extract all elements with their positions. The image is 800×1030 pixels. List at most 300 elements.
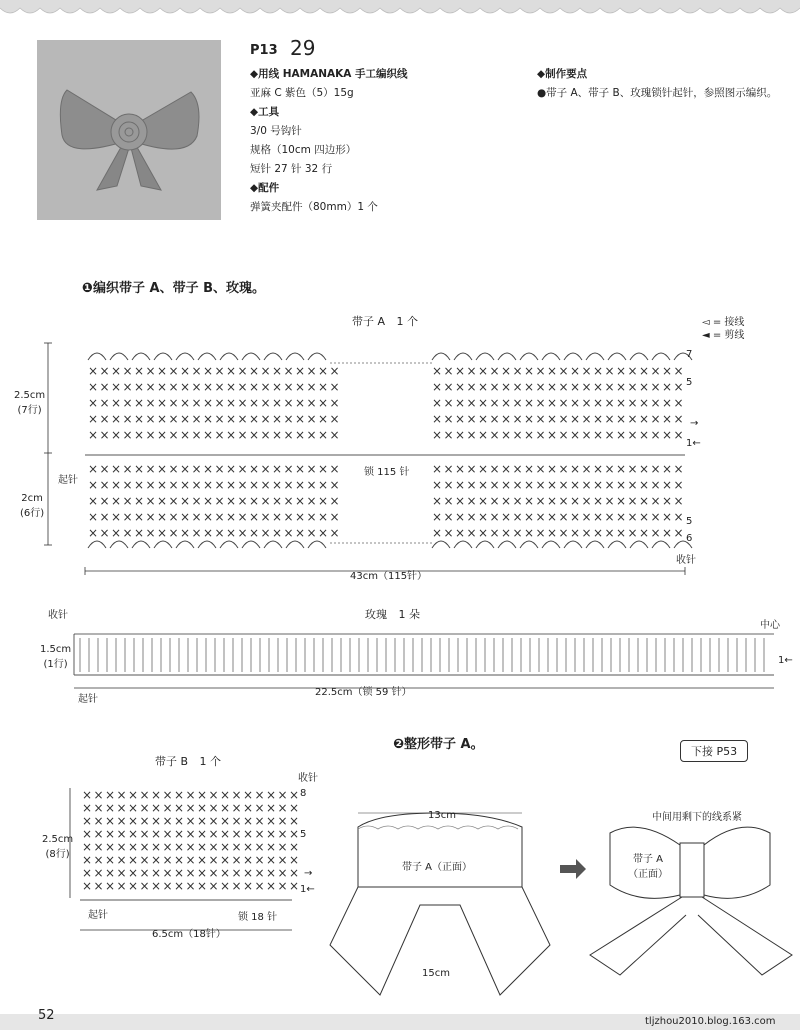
- sc-stitch: ×: [168, 396, 179, 410]
- sc-stitch: ×: [432, 478, 443, 492]
- sc-stitch: ×: [295, 526, 306, 540]
- rose-width: 22.5cm（锁 59 针）: [315, 687, 412, 698]
- shell-stitch: [520, 541, 538, 548]
- sc-stitch: ×: [174, 814, 185, 828]
- sc-stitch: ×: [145, 364, 156, 378]
- rose-name: 玫瑰: [365, 608, 387, 621]
- sc-stitch: ×: [650, 526, 661, 540]
- bow-label-group: [628, 850, 668, 880]
- sc-stitch: ×: [105, 866, 116, 880]
- sc-stitch: ×: [111, 364, 122, 378]
- shell-stitch: [88, 541, 106, 548]
- sc-stitch: ×: [581, 364, 592, 378]
- shell-stitch: [88, 353, 106, 360]
- sc-stitch: ×: [220, 853, 231, 867]
- sc-stitch: ×: [289, 879, 300, 893]
- sc-stitch: ×: [570, 364, 581, 378]
- sc-stitch: ×: [249, 510, 260, 524]
- sc-stitch: ×: [162, 801, 173, 815]
- sc-stitch: ×: [128, 801, 139, 815]
- sc-stitch: ×: [306, 364, 317, 378]
- sc-stitch: ×: [151, 814, 162, 828]
- sc-stitch: ×: [283, 462, 294, 476]
- sc-stitch: ×: [466, 478, 477, 492]
- sc-stitch: ×: [231, 827, 242, 841]
- sc-stitch: ×: [168, 380, 179, 394]
- strapB-rows: (8行): [45, 849, 70, 860]
- sc-stitch: ×: [122, 478, 133, 492]
- sc-stitch: ×: [306, 428, 317, 442]
- shell-stitch: [542, 353, 560, 360]
- sc-stitch: ×: [145, 494, 156, 508]
- sc-stitch: ×: [237, 510, 248, 524]
- bow-label-1: 带子 A: [632, 854, 664, 865]
- sc-stitch: ×: [295, 494, 306, 508]
- shell-stitch: [476, 353, 494, 360]
- sc-stitch: ×: [122, 462, 133, 476]
- sc-stitch: ×: [151, 840, 162, 854]
- sc-stitch: ×: [535, 412, 546, 426]
- strapA-title: [352, 313, 418, 329]
- section1-heading: [82, 277, 265, 296]
- sc-stitch: ×: [673, 494, 684, 508]
- sc-stitch: ×: [220, 827, 231, 841]
- sc-stitch: ×: [180, 428, 191, 442]
- sc-stitch: ×: [174, 879, 185, 893]
- sc-stitch: ×: [524, 412, 535, 426]
- sc-stitch: ×: [151, 801, 162, 815]
- sc-stitch: ×: [82, 827, 93, 841]
- sc-stitch: ×: [128, 827, 139, 841]
- sc-stitch: ×: [208, 801, 219, 815]
- sc-stitch: ×: [226, 526, 237, 540]
- sc-stitch: ×: [662, 526, 673, 540]
- sc-stitch: ×: [185, 879, 196, 893]
- sc-stitch: ×: [157, 364, 168, 378]
- sc-stitch: ×: [616, 364, 627, 378]
- sc-stitch: ×: [318, 364, 329, 378]
- strapB-end: 收针: [298, 773, 318, 784]
- sc-stitch: ×: [318, 462, 329, 476]
- sc-stitch: ×: [329, 380, 340, 394]
- sc-stitch: ×: [99, 478, 110, 492]
- sc-stitch: ×: [306, 478, 317, 492]
- sc-stitch: ×: [111, 396, 122, 410]
- strapB-row-arrow: →: [304, 868, 313, 879]
- sc-stitch: ×: [237, 494, 248, 508]
- sc-stitch: ×: [82, 840, 93, 854]
- sc-stitch: ×: [604, 494, 615, 508]
- sc-stitch: ×: [116, 814, 127, 828]
- shell-stitch: [652, 541, 670, 548]
- strapA-legend-join: ◅ = 接线: [702, 317, 745, 328]
- strapB-title: [155, 753, 221, 769]
- lace-border: [0, 0, 800, 22]
- sc-stitch: ×: [604, 462, 615, 476]
- sc-stitch: ×: [168, 428, 179, 442]
- shell-stitch: [110, 541, 128, 548]
- sc-stitch: ×: [466, 396, 477, 410]
- sc-stitch: ×: [524, 462, 535, 476]
- sc-stitch: ×: [93, 814, 104, 828]
- sc-stitch: ×: [180, 494, 191, 508]
- sc-stitch: ×: [329, 494, 340, 508]
- section2-title: 整形带子 A。: [404, 737, 484, 752]
- sc-stitch: ×: [82, 814, 93, 828]
- sc-stitch: ×: [593, 380, 604, 394]
- shaping-tie-note: 中间用剩下的线系紧: [652, 812, 742, 823]
- sc-stitch: ×: [191, 364, 202, 378]
- sc-stitch: ×: [443, 364, 454, 378]
- shell-stitch: [432, 541, 450, 548]
- sc-stitch: ×: [145, 428, 156, 442]
- sc-stitch: ×: [512, 380, 523, 394]
- sc-stitch: ×: [128, 879, 139, 893]
- sc-stitch: ×: [226, 478, 237, 492]
- sc-stitch: ×: [478, 412, 489, 426]
- sc-stitch: ×: [272, 412, 283, 426]
- sc-stitch: ×: [329, 412, 340, 426]
- sc-stitch: ×: [455, 428, 466, 442]
- sc-stitch: ×: [145, 478, 156, 492]
- sc-stitch: ×: [277, 788, 288, 802]
- shell-stitch: [286, 541, 304, 548]
- sc-stitch: ×: [512, 478, 523, 492]
- sc-stitch: ×: [501, 380, 512, 394]
- sc-stitch: ×: [593, 462, 604, 476]
- sc-stitch: ×: [283, 478, 294, 492]
- bow-label-2: （正面）: [628, 869, 668, 880]
- sc-stitch: ×: [151, 788, 162, 802]
- sc-stitch: ×: [512, 526, 523, 540]
- notions-title: ◆配件: [250, 182, 280, 194]
- sc-stitch: ×: [214, 494, 225, 508]
- sc-stitch: ×: [237, 364, 248, 378]
- sc-stitch: ×: [197, 814, 208, 828]
- sc-stitch: ×: [639, 380, 650, 394]
- sc-stitch: ×: [208, 840, 219, 854]
- strapA-rows-top: (7行): [17, 405, 42, 416]
- sc-stitch: ×: [128, 840, 139, 854]
- sc-stitch: ×: [283, 526, 294, 540]
- sc-stitch: ×: [524, 380, 535, 394]
- sc-stitch: ×: [639, 364, 650, 378]
- shell-stitch: [154, 541, 172, 548]
- sc-stitch: ×: [306, 412, 317, 426]
- sc-stitch: ×: [639, 428, 650, 442]
- strapA-rows-bottom: (6行): [20, 508, 45, 519]
- rose-start: 起针: [78, 694, 98, 705]
- sc-stitch: ×: [277, 879, 288, 893]
- sc-stitch: ×: [673, 428, 684, 442]
- sc-stitch: ×: [524, 364, 535, 378]
- strapB-qty: 1 个: [199, 755, 222, 768]
- sc-stitch: ×: [570, 494, 581, 508]
- sc-stitch: ×: [88, 462, 99, 476]
- sc-stitch: ×: [535, 494, 546, 508]
- sc-stitch: ×: [243, 801, 254, 815]
- sc-stitch: ×: [593, 494, 604, 508]
- sc-stitch: ×: [443, 462, 454, 476]
- sc-stitch: ×: [220, 801, 231, 815]
- sc-stitch: ×: [197, 801, 208, 815]
- sc-stitch: ×: [99, 380, 110, 394]
- sc-stitch: ×: [524, 478, 535, 492]
- sc-stitch: ×: [185, 814, 196, 828]
- sc-stitch: ×: [249, 494, 260, 508]
- rose-stitches: [80, 638, 764, 672]
- sc-stitch: ×: [570, 396, 581, 410]
- sc-stitch: ×: [604, 478, 615, 492]
- sc-stitch: ×: [214, 510, 225, 524]
- sc-stitch: ×: [604, 364, 615, 378]
- sc-stitch: ×: [122, 494, 133, 508]
- shell-stitch: [454, 353, 472, 360]
- sc-stitch: ×: [432, 364, 443, 378]
- sc-stitch: ×: [249, 428, 260, 442]
- shell-stitch: [498, 353, 516, 360]
- sc-stitch: ×: [208, 788, 219, 802]
- strapA-height-bottom: 2cm: [21, 493, 43, 504]
- sc-stitch: ×: [116, 827, 127, 841]
- sc-stitch: ×: [283, 428, 294, 442]
- sc-stitch: ×: [203, 462, 214, 476]
- sc-stitch: ×: [237, 396, 248, 410]
- sc-stitch: ×: [168, 462, 179, 476]
- method-title: ◆制作要点: [537, 68, 588, 80]
- strapA-chain: 锁 115 针: [364, 467, 410, 478]
- sc-stitch: ×: [478, 478, 489, 492]
- sc-stitch: ×: [128, 814, 139, 828]
- sc-stitch: ×: [151, 827, 162, 841]
- sc-stitch: ×: [570, 462, 581, 476]
- product-photo: [37, 40, 221, 220]
- sc-stitch: ×: [455, 380, 466, 394]
- sc-stitch: ×: [558, 428, 569, 442]
- sc-stitch: ×: [208, 827, 219, 841]
- sc-stitch: ×: [570, 412, 581, 426]
- sc-stitch: ×: [524, 428, 535, 442]
- sc-stitch: ×: [214, 478, 225, 492]
- sc-stitch: ×: [558, 364, 569, 378]
- sc-stitch: ×: [237, 526, 248, 540]
- sc-stitch: ×: [283, 412, 294, 426]
- sc-stitch: ×: [231, 879, 242, 893]
- sc-stitch: ×: [547, 478, 558, 492]
- sc-stitch: ×: [272, 510, 283, 524]
- strapB-name: 带子 B: [155, 755, 189, 768]
- sc-stitch: ×: [558, 494, 569, 508]
- sc-stitch: ×: [581, 478, 592, 492]
- sc-stitch: ×: [524, 526, 535, 540]
- sc-stitch: ×: [443, 494, 454, 508]
- strapA-stitch-rows: [88, 353, 692, 548]
- sc-stitch: ×: [249, 364, 260, 378]
- sc-stitch: ×: [168, 526, 179, 540]
- notions-detail: 弹簧夹配件（80mm）1 个: [250, 201, 378, 213]
- sc-stitch: ×: [318, 396, 329, 410]
- sc-stitch: ×: [226, 428, 237, 442]
- sc-stitch: ×: [185, 840, 196, 854]
- sc-stitch: ×: [134, 494, 145, 508]
- sc-stitch: ×: [616, 494, 627, 508]
- sc-stitch: ×: [272, 428, 283, 442]
- sc-stitch: ×: [134, 380, 145, 394]
- sc-stitch: ×: [639, 412, 650, 426]
- sc-stitch: ×: [111, 462, 122, 476]
- sc-stitch: ×: [185, 788, 196, 802]
- sc-stitch: ×: [547, 494, 558, 508]
- sc-stitch: ×: [88, 494, 99, 508]
- sc-stitch: ×: [627, 478, 638, 492]
- sc-stitch: ×: [237, 428, 248, 442]
- sc-stitch: ×: [639, 494, 650, 508]
- sc-stitch: ×: [318, 510, 329, 524]
- sc-stitch: ×: [489, 428, 500, 442]
- sc-stitch: ×: [295, 364, 306, 378]
- strapA-height-top-group: [14, 390, 45, 416]
- section1-title: 编织带子 A、带子 B、玫瑰。: [93, 281, 266, 296]
- sc-stitch: ×: [662, 380, 673, 394]
- strap-flat-outline: [358, 813, 522, 887]
- sc-stitch: ×: [329, 364, 340, 378]
- sc-stitch: ×: [145, 380, 156, 394]
- sc-stitch: ×: [306, 462, 317, 476]
- sc-stitch: ×: [432, 396, 443, 410]
- sc-stitch: ×: [443, 510, 454, 524]
- sc-stitch: ×: [105, 840, 116, 854]
- sc-stitch: ×: [191, 494, 202, 508]
- sc-stitch: ×: [289, 840, 300, 854]
- sc-stitch: ×: [673, 510, 684, 524]
- sc-stitch: ×: [254, 853, 265, 867]
- sc-stitch: ×: [466, 428, 477, 442]
- sc-stitch: ×: [266, 879, 277, 893]
- sc-stitch: ×: [93, 827, 104, 841]
- sc-stitch: ×: [616, 428, 627, 442]
- sc-stitch: ×: [260, 510, 271, 524]
- sc-stitch: ×: [151, 853, 162, 867]
- sc-stitch: ×: [501, 428, 512, 442]
- sc-stitch: ×: [295, 396, 306, 410]
- sc-stitch: ×: [455, 494, 466, 508]
- sc-stitch: ×: [93, 840, 104, 854]
- sc-stitch: ×: [157, 396, 168, 410]
- bow-knot: [680, 843, 704, 897]
- sc-stitch: ×: [650, 494, 661, 508]
- strapB-chart: [60, 780, 313, 940]
- sc-stitch: ×: [650, 380, 661, 394]
- sc-stitch: ×: [581, 494, 592, 508]
- sc-stitch: ×: [180, 510, 191, 524]
- sc-stitch: ×: [639, 478, 650, 492]
- sc-stitch: ×: [99, 364, 110, 378]
- sc-stitch: ×: [197, 853, 208, 867]
- sc-stitch: ×: [432, 510, 443, 524]
- pattern-number: 29: [290, 36, 316, 60]
- sc-stitch: ×: [214, 396, 225, 410]
- sc-stitch: ×: [243, 788, 254, 802]
- sc-stitch: ×: [220, 866, 231, 880]
- sc-stitch: ×: [82, 879, 93, 893]
- section2-heading: [393, 733, 484, 752]
- sc-stitch: ×: [512, 364, 523, 378]
- sc-stitch: ×: [122, 412, 133, 426]
- sc-stitch: ×: [254, 840, 265, 854]
- sc-stitch: ×: [174, 840, 185, 854]
- sc-stitch: ×: [111, 478, 122, 492]
- sc-stitch: ×: [134, 364, 145, 378]
- sc-stitch: ×: [134, 478, 145, 492]
- shaping-diagram: [320, 805, 800, 1010]
- sc-stitch: ×: [277, 866, 288, 880]
- sc-stitch: ×: [283, 494, 294, 508]
- sc-stitch: ×: [122, 396, 133, 410]
- sc-stitch: ×: [174, 866, 185, 880]
- sc-stitch: ×: [191, 462, 202, 476]
- gauge-title: 规格（10cm 四边形）: [250, 144, 357, 156]
- sc-stitch: ×: [99, 412, 110, 426]
- sc-stitch: ×: [168, 412, 179, 426]
- sc-stitch: ×: [93, 879, 104, 893]
- sc-stitch: ×: [581, 380, 592, 394]
- sc-stitch: ×: [260, 526, 271, 540]
- sc-stitch: ×: [272, 526, 283, 540]
- sc-stitch: ×: [180, 380, 191, 394]
- strapA-height-bottom-group: [20, 493, 44, 519]
- rose-rows: (1行): [43, 659, 68, 670]
- sc-stitch: ×: [266, 788, 277, 802]
- sc-stitch: ×: [478, 364, 489, 378]
- sc-stitch: ×: [673, 462, 684, 476]
- sc-stitch: ×: [122, 526, 133, 540]
- sc-stitch: ×: [501, 396, 512, 410]
- sc-stitch: ×: [82, 853, 93, 867]
- sc-stitch: ×: [191, 380, 202, 394]
- shell-stitch: [264, 541, 282, 548]
- sc-stitch: ×: [277, 827, 288, 841]
- sc-stitch: ×: [295, 428, 306, 442]
- sc-stitch: ×: [180, 462, 191, 476]
- sc-stitch: ×: [570, 526, 581, 540]
- sc-stitch: ×: [185, 801, 196, 815]
- sc-stitch: ×: [157, 478, 168, 492]
- sc-stitch: ×: [295, 510, 306, 524]
- sc-stitch: ×: [243, 827, 254, 841]
- shell-stitch: [608, 541, 626, 548]
- sc-stitch: ×: [627, 494, 638, 508]
- sc-stitch: ×: [455, 462, 466, 476]
- sc-stitch: ×: [266, 866, 277, 880]
- sc-stitch: ×: [157, 526, 168, 540]
- sc-stitch: ×: [134, 526, 145, 540]
- sc-stitch: ×: [105, 879, 116, 893]
- rose-height: 1.5cm: [40, 644, 72, 655]
- sc-stitch: ×: [662, 364, 673, 378]
- sc-stitch: ×: [489, 364, 500, 378]
- strapA-chart: [40, 338, 760, 583]
- sc-stitch: ×: [226, 494, 237, 508]
- sc-stitch: ×: [593, 428, 604, 442]
- sc-stitch: ×: [547, 526, 558, 540]
- sc-stitch: ×: [157, 412, 168, 426]
- sc-stitch: ×: [535, 462, 546, 476]
- sc-stitch: ×: [432, 412, 443, 426]
- sc-stitch: ×: [432, 380, 443, 394]
- strapA-row-arrow: →: [690, 418, 699, 429]
- sc-stitch: ×: [197, 788, 208, 802]
- sc-stitch: ×: [191, 478, 202, 492]
